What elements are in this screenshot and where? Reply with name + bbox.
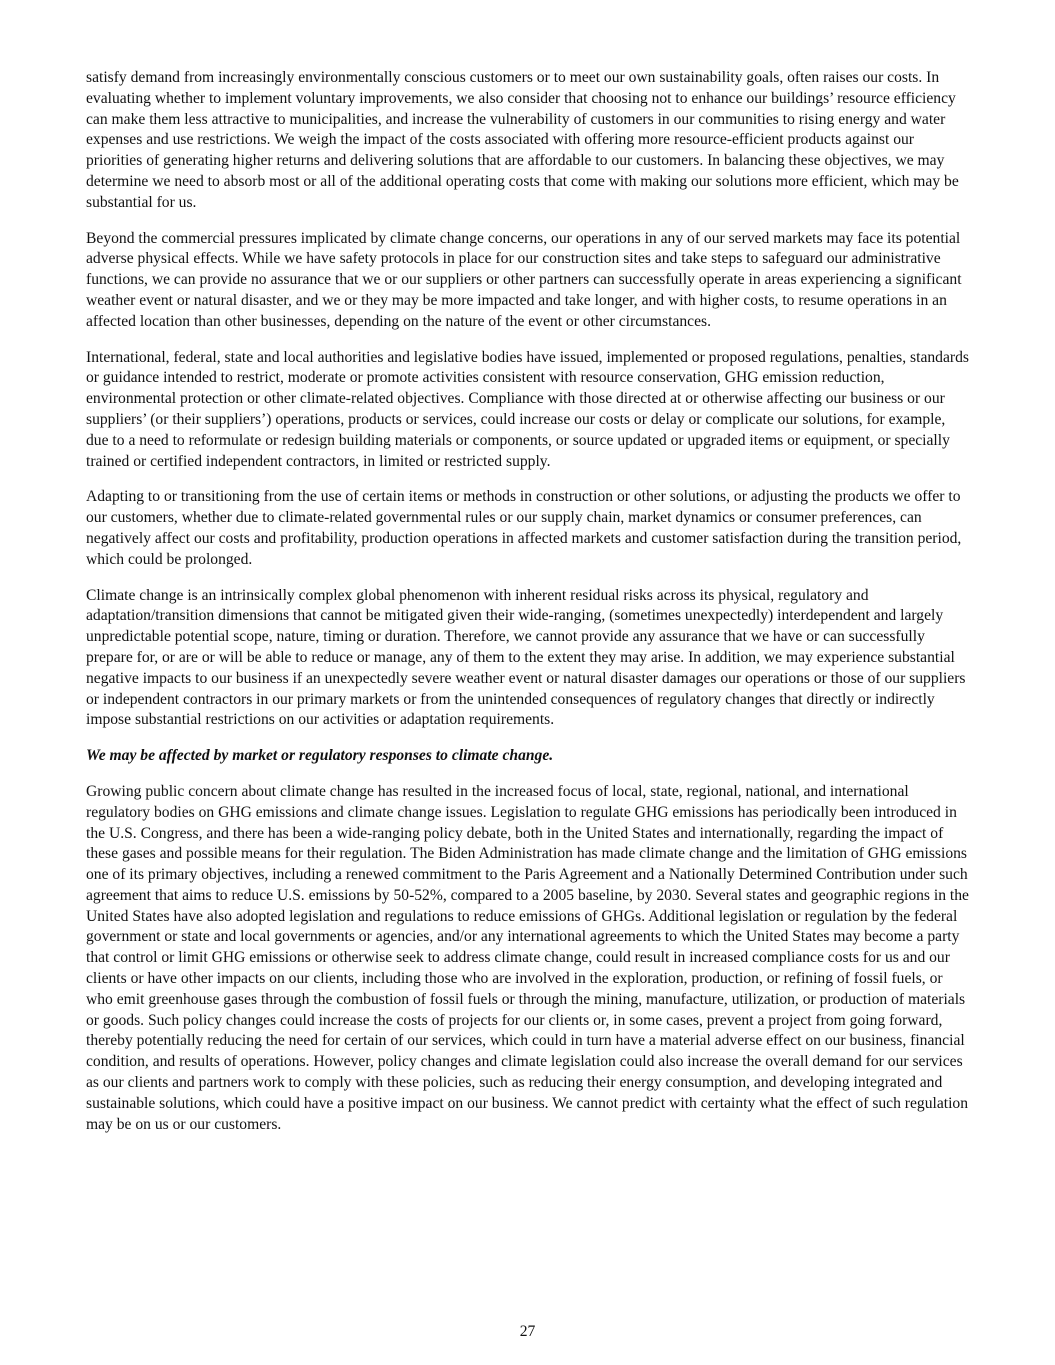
document-page: [86, 68, 970, 1150]
paragraph-transition: Adapting to or transitioning from the use of certain items or methods in construction or other solutions, or adjusting the products we offer to our customers, whether due to climate-related governmental rules or our supply chain, market dynamics or consumer preferences, can negatively affect our costs and profitability, production operations in affected markets and customer satisfaction during the transition period, which could be prolonged.: [86, 488, 962, 568]
paragraph-physical-effects: Beyond the commercial pressures implicated by climate change concerns, our operations in any of our served markets may face its potential adverse physical effects. While we have safety protocols in place for our construction sites and take steps to safeguard our administrative functions, we can provide no assurance that we or our suppliers or other partners can successfully operate in areas experiencing a significant weather event or natural disaster, and we or they may be more impacted and take longer, and with higher costs, to resume operations in an affected location than other businesses, depending on the nature of the event or other circumstances.: [86, 229, 962, 330]
page-number: 27: [519, 1323, 536, 1340]
paragraph-regulations: International, federal, state and local authorities and legislative bodies have issued, implemented or proposed regulations, penalties, standards or guidance intended to restrict, moderate or promote activities consistent with resource conservation, GHG emission reduction, environmental protection or other climate-related objectives. Compliance with those directed at or otherwise affecting our business or our suppliers’ (or their suppliers’) operations, products or services, could increase our costs or delay or complicate our solutions, for example, due to a need to reformulate or redesign building materials or components, or source updated or upgraded items or equipment, or specially trained or certified independent contractors, in limited or restricted supply.: [86, 348, 969, 470]
paragraph-resource-efficiency-costs: satisfy demand from increasingly environmentally conscious customers or to meet our own sustainability goals, often raises our costs. In evaluating whether to implement voluntary improvements, we also consider that choosing not to enhance our buildings’ resource efficiency can make them less attractive to municipalities, and increase the vulnerability of customers in our communities to rising energy and water expenses and use restrictions. We weigh the impact of the costs associated with offering more resource-efficient products against our priorities of generating higher returns and delivering solutions that are affordable to our customers. In balancing these objectives, we may determine we need to absorb most or all of the additional operating costs that come with making our solutions more efficient, which may be substantial for us.: [86, 69, 959, 211]
paragraph-climate-complexity: Climate change is an intrinsically complex global phenomenon with inherent residual risks across its physical, regulatory and adaptation/transition dimensions that cannot be mitigated given their wide-ranging, (sometimes unexpectedly) interdependent and largely unpredictable potential scope, nature, timing or duration. Therefore, we cannot provide any assurance that we have or can successfully prepare for, or are or will be able to reduce or manage, any of them to the extent they may arise. In addition, we may experience substantial negative impacts to our business if an unexpectedly severe weather event or natural disaster damages our operations or those of our suppliers or independent contractors in our primary markets or from the unintended consequences of regulatory changes that directly or indirectly impose substantial restrictions on our activities or adaptation requirements.: [86, 586, 966, 729]
risk-factor-heading: We may be affected by market or regulatory responses to climate change.: [86, 747, 554, 765]
paragraph-regulatory-responses: Growing public concern about climate change has resulted in the increased focus of local, state, regional, national, and international regulatory bodies on GHG emissions and climate change issues. Legislation to regulate GHG emissions has periodically been introduced in the U.S. Congress, and there has been a wide-ranging policy debate, both in the United States and internationally, regarding the impact of these gases and possible means for their regulation. The Biden Administration has made climate change and the limitation of GHG emissions one of its primary objectives, including a renewed commitment to the Paris Agreement and a Nationally Determined Contribution under such agreement that aims to reduce U.S. emissions by 50-52%, compared to a 2005 baseline, by 2030. Several states and geographic regions in the United States have also adopted legislation and regulations to reduce emissions of GHGs. Additional legislation or regulation by the federal government or state and local governments or agencies, and/or any international agreements to which the United States may become a party that control or limit GHG emissions or otherwise seek to address climate change, could result in increased compliance costs for us and our clients or have other impacts on our clients, including those who are involved in the exploration, production, or refining of fossil fuels, or who emit greenhouse gases through the combustion of fossil fuels or through the mining, manufacture, utilization, or production of materials or goods. Such policy changes could increase the costs of projects for our clients or, in some cases, prevent a project from going forward, thereby potentially reducing the need for certain of our services, which could in turn have a material adverse effect on our business, financial condition, and results of operations. However, policy changes and climate legislation could also increase the overall demand for our services as our clients and partners work to comply with these policies, such as reducing their energy consumption, and developing integrated and sustainable solutions, which could have a positive impact on our business. We cannot predict with certainty what the effect of such regulation may be on us or our customers.: [86, 782, 969, 1133]
